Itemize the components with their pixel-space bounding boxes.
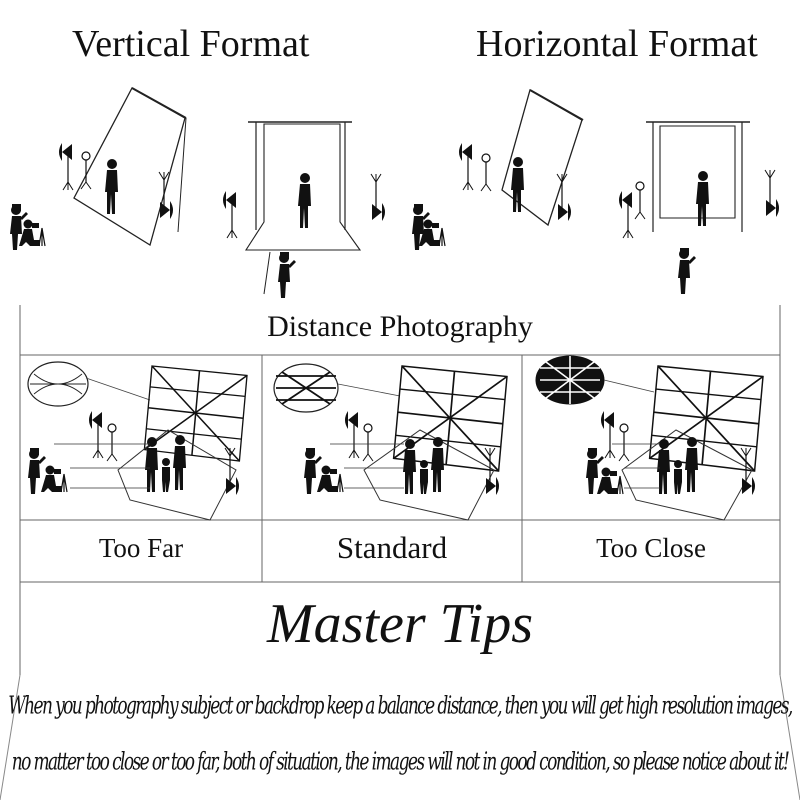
too-far-scene: [28, 362, 247, 520]
vertical-format-heading: Vertical Format: [72, 23, 310, 65]
standard-label: Standard: [336, 530, 448, 565]
horizontal-frame-backdrop-scene: [619, 122, 779, 294]
too-close-scene: [536, 356, 763, 520]
horizontal-format-heading: Horizontal Format: [476, 23, 758, 65]
too-far-label: Too Far: [98, 533, 184, 563]
master-tips-title: Master Tips: [266, 593, 534, 655]
horizontal-tilted-backdrop-scene: [412, 90, 583, 250]
tips-line-2: no matter too close or too far, both of situation, the images will not in good condition, so please notice about it!: [11, 747, 789, 777]
distance-photography-title: Distance Photography: [267, 310, 533, 343]
vertical-frame-backdrop-scene: [223, 122, 385, 298]
standard-scene: [274, 364, 507, 520]
tips-line-1: When you photography subject or backdrop keep a balance distance, then you will get high resolution images,: [8, 691, 792, 721]
vertical-tilted-backdrop-scene: [10, 88, 186, 250]
too-close-label: Too Close: [596, 533, 706, 563]
